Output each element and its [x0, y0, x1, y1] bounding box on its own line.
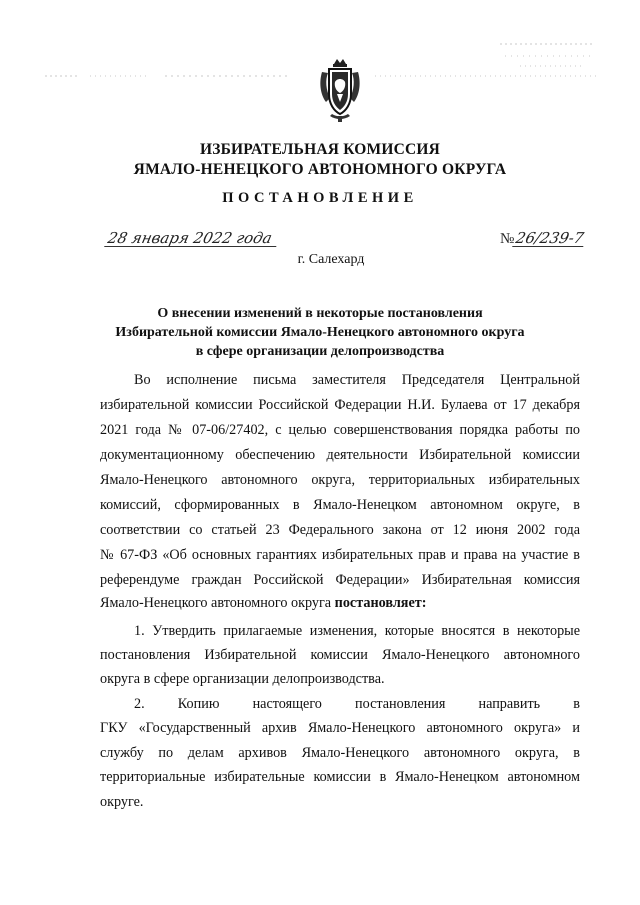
body-text-line: Во исполнение письма заместителя Председателя Центральной [134, 372, 580, 388]
subject-line: О внесении изменений в некоторые постановления [157, 306, 483, 321]
subject-line: Избирательной комиссии Ямало-Ненецкого автономного округа [115, 325, 525, 340]
body-text-line: 1. Утвердить прилагаемые изменения, которые вносятся в некоторые [134, 623, 580, 639]
body-text-fragment: Ямало-Ненецкого автономного округа [100, 595, 332, 611]
coat-of-arms-icon [318, 58, 362, 124]
body-text-line: ГКУ «Государственный архив Ямало-Ненецкого автономного округа» и [100, 720, 580, 736]
body-text-line: 2. Копию настоящего постановления направить в [134, 696, 580, 712]
body-text-line: службу по делам архивов Ямало-Ненецкого автономного округа, в [100, 745, 580, 761]
body-text-line: 2021 года № 07-06/27402, с целью совершенствования порядка работы по [100, 422, 580, 438]
body-text-line: референдуме граждан Российской Федерации» Избирательная комиссия [100, 572, 580, 588]
document-type: ПОСТАНОВЛЕНИЕ [222, 190, 418, 206]
body-text-line: Ямало-Ненецкого автономного округа, территориальных избирательных [100, 472, 580, 488]
body-text-line: округа в сфере организации делопроизводства. [100, 671, 385, 687]
body-text-line: округе. [100, 794, 144, 810]
document-city: г. Салехард [297, 252, 365, 267]
organization-name-line1: ИЗБИРАТЕЛЬНАЯ КОМИССИЯ [199, 141, 441, 158]
body-text-line: комиссий, сформированных в Ямало-Ненецком автономном округе, в [100, 497, 580, 513]
body-text-line: территориальные избирательные комиссии в Ямало-Ненецком автономном [100, 769, 580, 785]
resolution-keyword: постановляет: [334, 595, 427, 611]
number-value: 26/239-7 [514, 229, 586, 247]
organization-name-line2: ЯМАЛО-НЕНЕЦКОГО АВТОНОМНОГО ОКРУГА [133, 161, 507, 178]
subject-line: в сфере организации делопроизводства [195, 344, 445, 359]
body-text-line [100, 594, 580, 612]
body-text-line: № 67-ФЗ «Об основных гарантиях избирательных прав и права на участие в [100, 547, 580, 563]
body-text-line: соответствии со статьей 23 Федерального закона от 12 июня 2002 года [100, 522, 580, 538]
document-date: 28 января 2022 года [104, 230, 279, 247]
body-text-line: постановления Избирательной комиссии Ямало-Ненецкого автономного [100, 647, 580, 663]
number-prefix: № [500, 231, 515, 247]
body-text-line: документационному обеспечению деятельности Избирательной комиссии [100, 447, 580, 463]
document-number [500, 230, 586, 247]
body-text-line: избирательной комиссии Российской Федерации Н.И. Булаева от 17 декабря [100, 397, 580, 413]
